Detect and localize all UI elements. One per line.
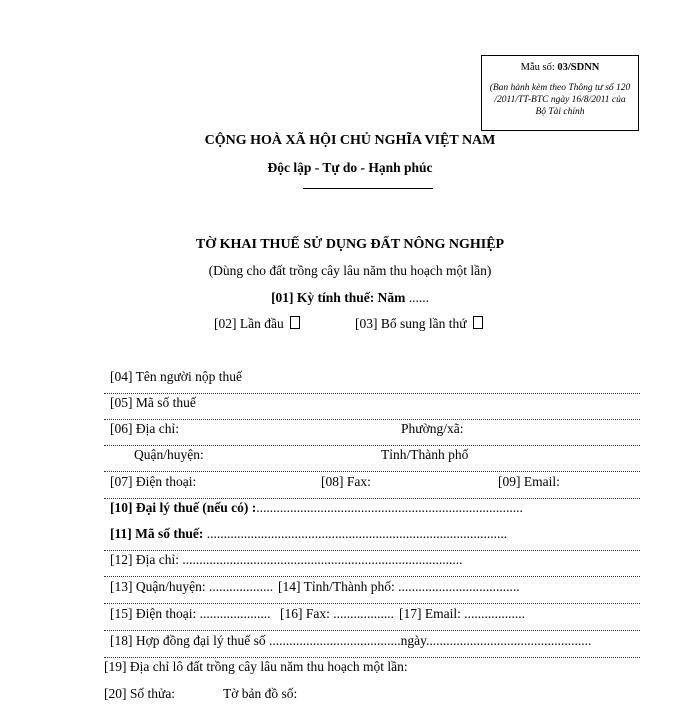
form-code [482, 62, 638, 74]
agent-row[interactable] [110, 499, 640, 525]
taxpayer-name-label: [04] Tên người nộp thuế [110, 369, 242, 384]
taxpayer-name-row[interactable] [110, 368, 640, 394]
agent-phone-label: [15] Điện thoại: ..................... [110, 606, 271, 621]
tax-period-label: [01] Kỳ tính thuế: Năm [271, 290, 406, 305]
agent-address-label: [12] Địa chỉ: [110, 552, 179, 567]
form-title: TỜ KHAI THUẾ SỬ DỤNG ĐẤT NÔNG NGHIỆP [195, 237, 505, 252]
agent-address-row[interactable] [110, 551, 640, 577]
contact-row[interactable] [110, 473, 640, 499]
dotted-line [104, 471, 640, 472]
dotted-line [104, 576, 640, 577]
form-subtitle: (Dùng cho đất trồng cây lâu năm thu hoạch một lần) [208, 263, 492, 278]
province-label: Tỉnh/Thành phố [381, 447, 469, 462]
parcel-number-label: [20] Số thửa: [104, 686, 176, 701]
nation-title: CỘNG HOÀ XÃ HỘI CHỦ NGHĨA VIỆT NAM [204, 133, 496, 148]
supplement-declaration-checkbox[interactable] [473, 316, 483, 329]
district-row[interactable] [110, 446, 640, 472]
agent-field [110, 499, 523, 517]
motto: Độc lập - Tự do - Hạnh phúc [267, 160, 433, 175]
dotted-line [104, 603, 640, 604]
map-sheet-label: Tờ bản đồ số: [223, 686, 298, 701]
agent-email-label: [17] Email: .................. [399, 606, 525, 621]
district-label: Quận/huyện: [134, 447, 204, 462]
tax-period-dots: ...... [405, 290, 429, 305]
tax-period[interactable] [0, 290, 700, 306]
first-declaration-checkbox[interactable] [290, 316, 300, 329]
agent-label: [10] Đại lý thuế (nếu có) : [110, 500, 257, 515]
agent-dots: ............................................................................... [256, 500, 523, 515]
supplement-declaration-option[interactable] [355, 316, 483, 332]
agent-fax-label: [16] Fax: .................. [280, 606, 394, 621]
agent-location-row[interactable] [110, 578, 640, 604]
address-row[interactable] [110, 420, 640, 446]
agent-tax-code-row[interactable] [110, 525, 640, 551]
dotted-line [104, 630, 640, 631]
agent-province-label: [14] Tỉnh/Thành phố: .................................... [278, 579, 520, 594]
land-address-label: [19] Địa chỉ lô đất trồng cây lâu năm thu hoạch một lần: [104, 659, 408, 674]
form-code-label: Mẫu số: [520, 62, 555, 73]
address-label: [06] Địa chỉ: [110, 421, 179, 436]
ward-label: Phường/xã: [401, 421, 464, 436]
email-label: [09] Email: [498, 474, 560, 489]
phone-label: [07] Điện thoại: [110, 474, 197, 489]
agent-tax-code-field [110, 525, 507, 543]
tax-code-row[interactable] [110, 394, 640, 420]
motto-underline [303, 188, 433, 189]
form-code-issued-by: (Ban hành kèm theo Thông tư số 120 /2011/TT-BTC ngày 16/8/2011 của Bộ Tài chính [489, 83, 631, 117]
contract-row[interactable] [110, 632, 640, 658]
land-address-row[interactable] [104, 658, 634, 684]
form-code-box [481, 55, 639, 131]
fax-label: [08] Fax: [321, 474, 371, 489]
contract-label: [18] Hợp đồng đại lý thuế số .......................................ngày................................................. [110, 633, 592, 648]
agent-address-dots: ................................................................................... [178, 552, 463, 567]
parcel-row[interactable] [104, 685, 634, 711]
agent-tax-code-dots: ......................................................................................... [203, 526, 508, 541]
agent-tax-code-label: [11] Mã số thuế: [110, 526, 204, 541]
first-declaration-label: [02] Lần đầu [214, 316, 284, 331]
form-code-value: 03/SDNN [557, 62, 600, 73]
first-declaration-option[interactable] [214, 316, 300, 332]
tax-code-label: [05] Mã số thuế [110, 395, 196, 410]
agent-address-field [110, 551, 462, 569]
supplement-declaration-label: [03] Bổ sung lần thứ [355, 316, 467, 331]
agent-district-label: [13] Quận/huyện: ................... [110, 579, 274, 594]
agent-contact-row[interactable] [110, 605, 640, 631]
